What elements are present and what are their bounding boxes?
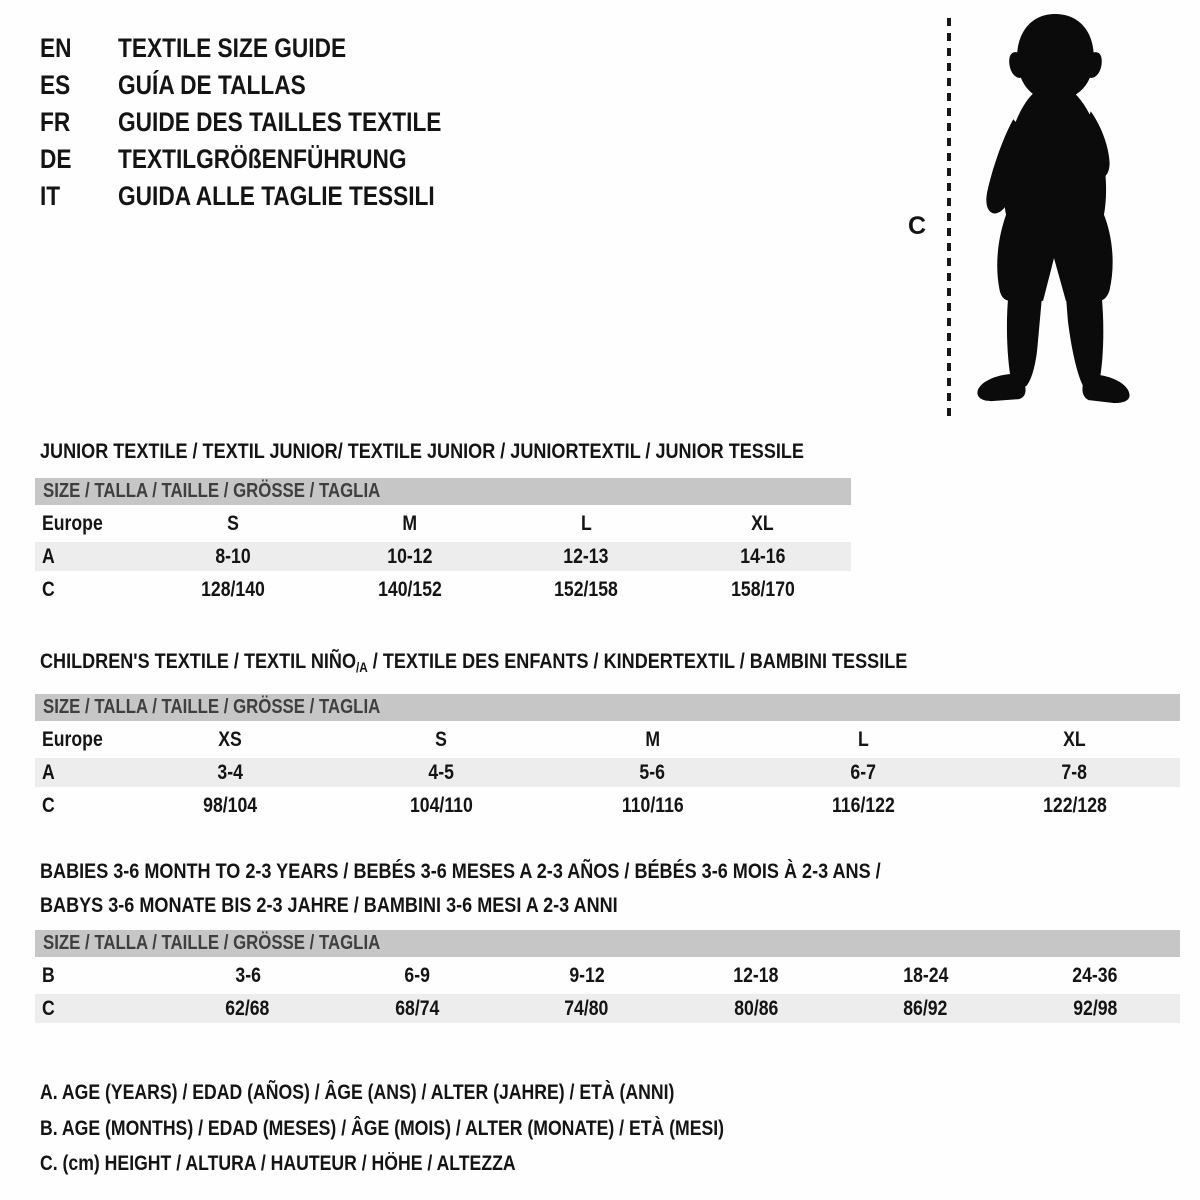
guide-title: GUÍA DE TALLAS [118, 70, 306, 100]
row-label: C [42, 793, 55, 817]
language-code: ES [40, 70, 71, 100]
table-row [35, 542, 851, 571]
guide-title: GUIDA ALLE TAGLIE TESSILI [118, 181, 435, 211]
table-cell: 128/140 [201, 577, 266, 601]
table-cell: M [402, 511, 418, 535]
table-cell: 7-8 [1061, 760, 1088, 784]
row-label: A [42, 544, 55, 568]
table-cell: 9-12 [569, 963, 605, 987]
table-cell: L [580, 511, 592, 535]
table-cell: 8-10 [215, 544, 251, 568]
row-label: C [42, 996, 55, 1020]
table-cell: 116/122 [832, 793, 895, 817]
size-header-bar [35, 694, 1180, 721]
table-cell: 18-24 [903, 963, 949, 987]
row-label: B [42, 963, 55, 987]
measure-c-label: C [908, 212, 927, 240]
size-header-bar [35, 478, 851, 505]
table-cell: 158/170 [730, 577, 795, 601]
language-code: DE [40, 144, 72, 174]
table-cell: XL [1063, 727, 1086, 751]
table-cell: S [227, 511, 240, 535]
page-header [0, 0, 1200, 430]
table-cell: 12-18 [733, 963, 779, 987]
guide-title: GUIDE DES TAILLES TEXTILE [118, 107, 442, 137]
table-row [35, 575, 851, 604]
table-cell: 3-4 [217, 760, 244, 784]
section-heading-line1: BABIES 3-6 MONTH TO 2-3 YEARS / BEBÉS 3-6 MESES A 2-3 AÑOS / BÉBÉS 3-6 MOIS À 2-3 ANS / [40, 859, 881, 883]
table-cell: 6-7 [850, 760, 877, 784]
section-heading: CHILDREN'S TEXTILE / TEXTIL NIÑO/A / TEXTILE DES ENFANTS / KINDERTEXTIL / BAMBINI TESSILE [40, 649, 908, 675]
table-row [35, 791, 1180, 820]
table-cell: 4-5 [428, 760, 455, 784]
language-code: EN [40, 33, 72, 63]
table-cell: 12-13 [563, 544, 609, 568]
table-row [35, 725, 1180, 754]
table-cell: 86/92 [903, 996, 948, 1020]
table-cell: 152/158 [554, 577, 619, 601]
size-header-label: SIZE / TALLA / TAILLE / GRÖSSE / TAGLIA [43, 696, 381, 718]
table-cell: 98/104 [203, 793, 258, 817]
row-label: Europe [42, 727, 103, 751]
section-children-textile [35, 648, 1180, 820]
measurement-legend [40, 1075, 1200, 1182]
table-cell: 104/110 [410, 793, 473, 817]
table-cell: 92/98 [1073, 996, 1118, 1020]
legend-line-c: C. (cm) HEIGHT / ALTURA / HAUTEUR / HÖHE / ALTEZZA [40, 1152, 516, 1175]
height-measure-figure [0, 0, 1200, 430]
legend-line-a: A. AGE (YEARS) / EDAD (AÑOS) / ÂGE (ANS) / ALTER (JAHRE) / ETÀ (ANNI) [40, 1081, 675, 1104]
legend-line-b: B. AGE (MONTHS) / EDAD (MESES) / ÂGE (MOIS) / ALTER (MONATE) / ETÀ (MESI) [40, 1116, 725, 1140]
table-row [35, 994, 1180, 1023]
table-cell: 3-6 [234, 963, 261, 987]
table-cell: 62/68 [225, 996, 270, 1020]
table-cell: 5-6 [639, 760, 666, 784]
section-heading: JUNIOR TEXTILE / TEXTIL JUNIOR/ TEXTILE JUNIOR / JUNIORTEXTIL / JUNIOR TESSILE [40, 439, 804, 463]
table-cell: 6-9 [404, 963, 430, 987]
table-cell: S [435, 727, 448, 751]
table-cell: 140/152 [377, 577, 442, 601]
guide-title: TEXTILE SIZE GUIDE [118, 33, 347, 63]
table-row [35, 509, 851, 538]
section-junior-textile [35, 438, 851, 604]
table-cell: 122/128 [1042, 793, 1107, 817]
section-babies-textile [35, 858, 1180, 1023]
table-cell: 110/116 [621, 793, 684, 817]
section-heading-group [35, 858, 1180, 918]
size-header-label: SIZE / TALLA / TAILLE / GRÖSSE / TAGLIA [43, 480, 381, 502]
table-cell: 74/80 [564, 996, 609, 1020]
table-cell: 14-16 [740, 544, 786, 568]
table-cell: L [858, 727, 869, 751]
table-cell: M [645, 727, 660, 751]
language-code: FR [40, 107, 71, 137]
toddler-silhouette-image [962, 8, 1144, 420]
size-header-label: SIZE / TALLA / TAILLE / GRÖSSE / TAGLIA [43, 932, 381, 954]
row-label: A [42, 760, 55, 784]
table-row [35, 961, 1180, 990]
table-cell: 24-36 [1072, 963, 1118, 987]
row-label: Europe [42, 511, 103, 535]
height-dashed-line [947, 18, 951, 416]
table-cell: XL [751, 511, 775, 535]
language-code: IT [40, 181, 61, 211]
table-cell: XS [218, 727, 243, 751]
section-heading-line2: BABYS 3-6 MONATE BIS 2-3 JAHRE / BAMBINI 3-6 MESI A 2-3 ANNI [40, 893, 618, 917]
row-label: C [42, 577, 55, 601]
size-header-bar [35, 930, 1180, 957]
table-cell: 80/86 [734, 996, 779, 1020]
table-row [35, 758, 1180, 787]
guide-title: TEXTILGRÖßENFÜHRUNG [118, 144, 407, 174]
heading-subscript: /A [356, 659, 368, 675]
table-cell: 68/74 [395, 996, 440, 1020]
table-cell: 10-12 [387, 544, 433, 568]
